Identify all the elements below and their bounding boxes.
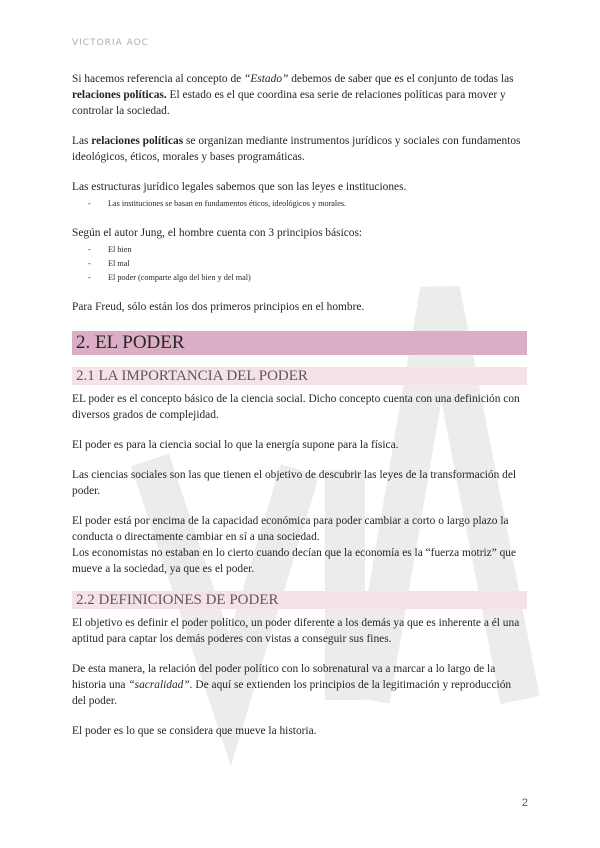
list-item: - Las instituciones se basan en fundamentos éticos, ideológicos y morales.: [72, 197, 527, 211]
definiciones-paragraph-3: El poder es lo que se considera que mueve la historia.: [72, 725, 317, 737]
intro-paragraph-2: Las relaciones políticas se organizan mediante instrumentos jurídicos y sociales con fundamentos ideológicos, éticos, morales y bases programáticas.: [72, 135, 521, 163]
intro-paragraph-5: Para Freud, sólo están los dos primeros principios en el hombre.: [72, 301, 365, 313]
intro-paragraph-4: Según el autor Jung, el hombre cuenta con 3 principios básicos:: [72, 227, 363, 239]
subsection-heading-definiciones: 2.2 DEFINICIONES DE PODER: [72, 591, 527, 609]
list-item: - El bien: [72, 243, 527, 257]
intro-paragraph-3: Las estructuras jurídico legales sabemos que son las leyes e instituciones.: [72, 181, 407, 193]
importancia-paragraph-5: Los economistas no estaban en lo cierto cuando decían que la economía es la “fuerza motriz” que mueve a la sociedad, ya que es el poder.: [72, 547, 517, 575]
importancia-paragraph-3: Las ciencias sociales son las que tienen el objetivo de descubrir las leyes de la transformación del poder.: [72, 469, 517, 497]
intro-paragraph-1: Si hacemos referencia al concepto de “Estado” debemos de saber que es el conjunto de todas las relaciones políticas. El estado es el que coordina esa serie de relaciones políticas para mover y controlar la sociedad.: [72, 73, 514, 117]
header-brand: VICTORIA AOC: [72, 38, 149, 48]
definiciones-paragraph-1: El objetivo es definir el poder político, un poder diferente a los demás ya que es inherente a él una aptitud para captar los demás poderes con vistas a conseguir sus fines.: [72, 617, 520, 645]
page-number: 2: [521, 797, 528, 809]
sacralidad-term: “sacralidad”.: [128, 679, 193, 691]
importancia-paragraph-4: El poder está por encima de la capacidad económica para poder cambiar a corto o largo plazo la conducta o directamente cambiar en sí a una sociedad.: [72, 515, 509, 543]
jung-principles-list: [72, 243, 527, 285]
list-item: - El mal: [72, 257, 527, 271]
subsection-heading-importancia: 2.1 LA IMPORTANCIA DEL PODER: [72, 367, 527, 385]
section-heading-el-poder: 2. EL PODER: [72, 331, 527, 355]
relaciones-politicas-term-2: relaciones políticas: [91, 135, 184, 147]
instituciones-list: [72, 197, 527, 211]
importancia-paragraph-1: EL poder es el concepto básico de la ciencia social. Dicho concepto cuenta con una definición con diversos grados de complejidad.: [72, 393, 520, 421]
list-item: - El poder (comparte algo del bien y del mal): [72, 271, 527, 285]
estado-term: “Estado”: [244, 73, 289, 85]
document-body: [72, 71, 527, 753]
relaciones-politicas-term: relaciones políticas.: [72, 89, 167, 101]
importancia-paragraph-2: El poder es para la ciencia social lo que la energía supone para la física.: [72, 439, 399, 451]
definiciones-paragraph-2: De esta manera, la relación del poder político con lo sobrenatural va a marcar a lo largo de la historia una “sacralidad”. De aquí se extienden los principios de la legitimación y reproducción del poder.: [72, 663, 512, 707]
